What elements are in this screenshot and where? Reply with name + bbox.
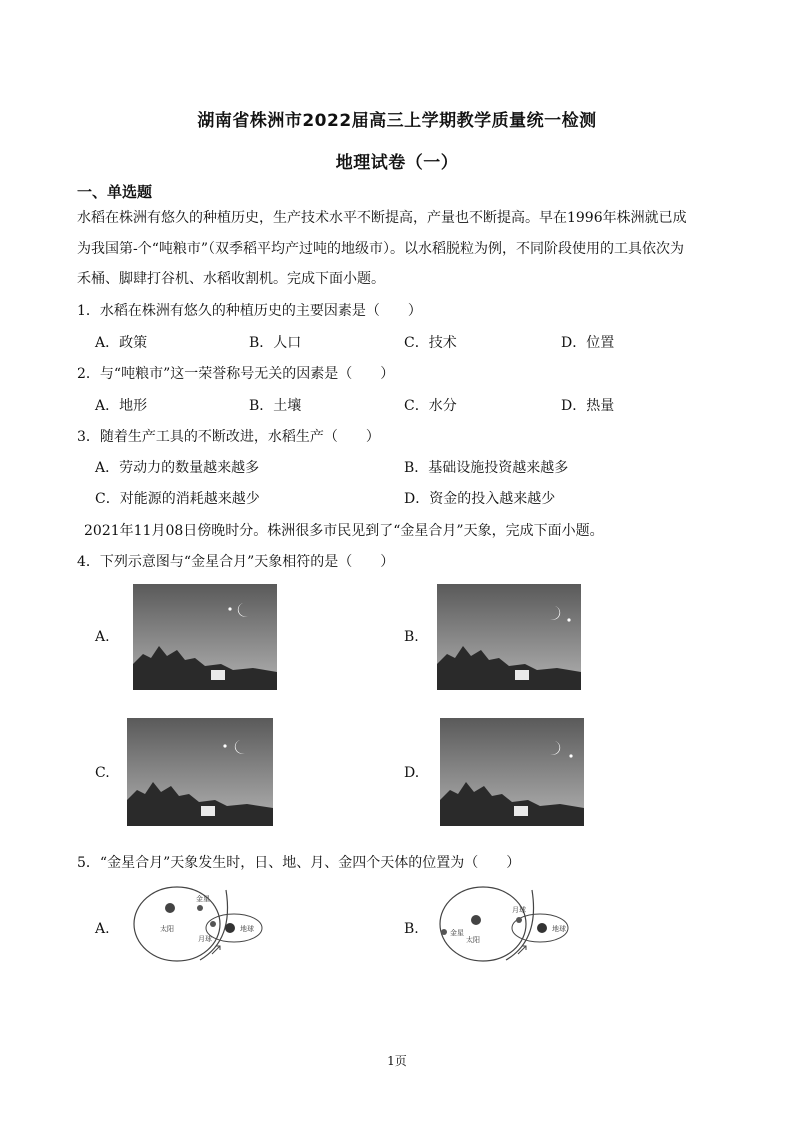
q1-option-d[interactable]: D．位置: [561, 335, 615, 351]
q4-photo-b[interactable]: [437, 584, 581, 690]
q4-label-a: A.: [95, 629, 110, 645]
question-3-stem: 3．随着生产工具的不断改进，水稻生产（ ）: [77, 429, 380, 445]
q5-diagram-b[interactable]: [436, 882, 574, 964]
q3-option-d[interactable]: D．资金的投入越来越少: [404, 491, 556, 507]
q5b-venus-label: 金星: [450, 929, 464, 937]
exam-title: 湖南省株洲市2022届高三上学期教学质量统一检测: [197, 111, 597, 131]
q2-option-a[interactable]: A．地形: [95, 398, 148, 414]
q4-label-b: B.: [404, 629, 419, 645]
q3-option-b[interactable]: B．基础设施投资越来越多: [404, 460, 569, 476]
q4-photo-a[interactable]: [133, 584, 277, 690]
question-1-stem: 1．水稻在株洲有悠久的种植历史的主要因素是（ ）: [77, 303, 422, 319]
q4-photo-c[interactable]: [127, 718, 273, 826]
passage-line: 为我国第-个“吨粮市”（双季稻平均产过吨的地级市）。以水稻脱粒为例，不同阶段使用的工具依次为: [77, 241, 685, 257]
q5-label-b: B.: [404, 921, 419, 937]
q5b-sun-label: 太阳: [466, 936, 480, 944]
q1-option-b[interactable]: B．人口: [249, 335, 302, 351]
q2-option-c[interactable]: C．水分: [404, 398, 457, 414]
q4-label-d: D.: [404, 765, 420, 781]
q4-photo-d[interactable]: [440, 718, 584, 826]
passage-line: 禾桶、脚肆打谷机、水稻收割机。完成下面小题。: [77, 271, 385, 287]
q5a-sun-label: 太阳: [160, 925, 174, 933]
q5b-moon-label: 月球: [512, 906, 526, 914]
q3-option-c[interactable]: C．对能源的消耗越来越少: [95, 491, 260, 507]
question-5-stem: 5．“金星合月”天象发生时，日、地、月、金四个天体的位置为（ ）: [77, 855, 521, 871]
exam-subtitle: 地理试卷（一）: [335, 153, 459, 173]
section-heading: 一、单选题: [77, 183, 153, 201]
q1-option-a[interactable]: A．政策: [95, 335, 148, 351]
q5a-moon-label: 月球: [198, 935, 212, 943]
q5a-venus-label: 金星: [196, 895, 210, 903]
passage-2: 2021年11月08日傍晚时分。株洲很多市民见到了“金星合月”天象，完成下面小题。: [84, 523, 604, 539]
q3-option-a[interactable]: A．劳动力的数量越来越多: [95, 460, 260, 476]
q4-label-c: C.: [95, 765, 110, 781]
question-4-stem: 4．下列示意图与“金星合月”天象相符的是（ ）: [77, 554, 395, 570]
q1-option-c[interactable]: C．技术: [404, 335, 457, 351]
q2-option-d[interactable]: D．热量: [561, 398, 615, 414]
q5-label-a: A.: [95, 921, 110, 937]
q2-option-b[interactable]: B．土壤: [249, 398, 302, 414]
passage-line: 水稻在株洲有悠久的种植历史，生产技术水平不断提高，产量也不断提高。早在1996年株洲就已成: [77, 210, 687, 226]
page-number: 1页: [387, 1054, 407, 1068]
question-2-stem: 2．与“吨粮市”这一荣誉称号无关的因素是（ ）: [77, 366, 395, 382]
q5a-earth-label: 地球: [240, 925, 254, 933]
q5b-earth-label: 地球: [552, 925, 566, 933]
q5-diagram-a[interactable]: [130, 882, 268, 964]
